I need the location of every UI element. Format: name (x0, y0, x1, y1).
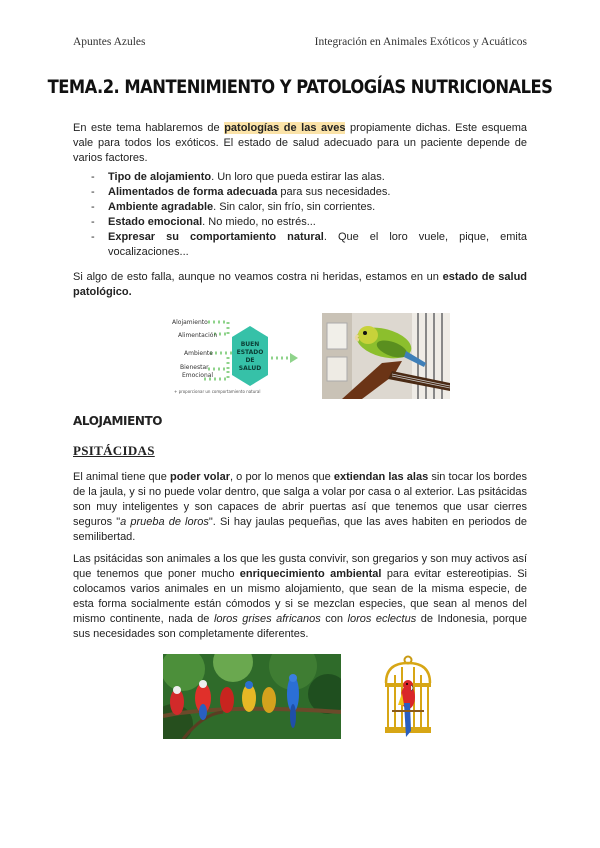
diagram-center-3: DE (245, 357, 255, 364)
diagram-caption: + proporcionar un comportamiento natural (174, 389, 261, 394)
diagram-center-4: SALUD (238, 365, 262, 372)
list-item: - Alimentados de forma adecuada para sus necesidades. (91, 185, 527, 200)
list-item: - Tipo de alojamiento. Un loro que pueda estirar las alas. (91, 170, 527, 185)
diagram-center-2: ESTADO (236, 349, 264, 356)
list-item: - Expresar su comportamiento natural. Que el loro vuele, pique, emita vocalizaciones... (91, 230, 527, 260)
header-right: Integración en Animales Exóticos y Acuáticos (314, 36, 527, 48)
paragraph-1: El animal tiene que poder volar, o por lo menos que extiendan las alas sin tocar los bordes de la jaula, y si no puede volar dentro, que salga a volar por casa o al exterior. Las psitácidas son muy inteligentes y son capaces de abrir puertas así que tenemos que usar cierres seguros "a prueba de loros". Si hay jaulas pequeñas, que las aves habiten en periodos de semilibertad. (73, 471, 527, 543)
diagram-label-4: Bienestar (180, 364, 209, 371)
list-item: - Estado emocional. No miedo, no estrés... (91, 215, 527, 230)
parrot-guitar-photo (322, 313, 450, 399)
paragraph-2: Las psitácidas son animales a los que les gusta convivir, son gregarios y son muy activos así que tenemos que poner mucho enriquecimiento ambiental para evitar estereotipias. Si colocamos varios animales en un mismo alojamiento, que sean de la misma especie, de esta forma socialmente están cómodos y si se mezclan especies, que sean al menos del mismo continente, nada de loros grises africanos con loros eclectus de Indonesia, porque sus necesidades son completamente diferentes. (73, 553, 527, 640)
health-diagram (170, 313, 305, 399)
diagram-center-1: BUEN (240, 341, 260, 348)
diagram-label-2: Alimentación (178, 332, 218, 339)
list-item: - Ambiente agradable. Sin calor, sin frío, sin corrientes. (91, 200, 527, 215)
factors-list (91, 170, 527, 260)
macaws-photo (163, 654, 341, 739)
diagram-label-3: Ambiente (184, 350, 213, 357)
intro-paragraph: En este tema hablaremos de patologías de las aves propiamente dichas. Este esquema vale para todos los exóticos. El estado de salud adecuado para un paciente depende de varios factores. (73, 122, 527, 164)
subsection-heading: PSITÁCIDAS (73, 443, 155, 458)
diagram-label-1: Alojamiento (172, 319, 208, 326)
parrot-cage-icon (380, 655, 436, 739)
header-left: Apuntes Azules (73, 36, 146, 48)
conclusion-paragraph: Si algo de esto falla, aunque no veamos costra ni heridas, estamos en un estado de salud patológico. (73, 271, 528, 298)
diagram-label-5: Emocional (182, 372, 214, 379)
highlight-text: patologías de las aves (224, 122, 346, 134)
section-heading: ALOJAMIENTO (73, 414, 163, 428)
page-title: TEMA.2. MANTENIMIENTO Y PATOLOGÍAS NUTRICIONALES (47, 76, 553, 98)
